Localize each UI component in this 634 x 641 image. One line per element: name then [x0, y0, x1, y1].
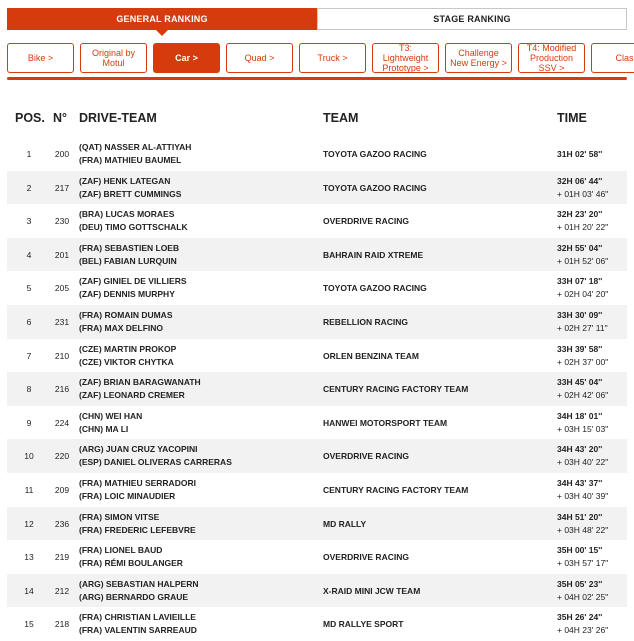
total-time: 32H 55' 04'' [557, 242, 603, 253]
total-time: 33H 07' 18'' [557, 276, 603, 287]
driver-name: (FRA) LIONEL BAUD [79, 545, 163, 556]
category-tab[interactable]: T3: Lightweight Prototype > [372, 43, 439, 73]
position-cell: 2 [26, 182, 32, 193]
driver-name: (CZE) MARTIN PROKOP [79, 343, 177, 354]
total-time: 32H 23' 20'' [557, 209, 603, 220]
time-gap: + 01H 52' 06'' [557, 255, 609, 266]
position-cell: 10 [24, 451, 34, 462]
total-time: 34H 43' 20'' [557, 444, 603, 455]
team-name: OVERDRIVE RACING [323, 451, 409, 462]
table-row[interactable] [7, 439, 627, 473]
position-cell: 1 [26, 149, 32, 159]
car-number-cell: 200 [54, 149, 70, 159]
driver-name: (ARG) JUAN CRUZ YACOPINI [79, 444, 198, 455]
position-cell: 3 [26, 216, 32, 227]
codriver-name: (BEL) FABIAN LURQUIN [79, 255, 177, 266]
team-name: ORLEN BENZINA TEAM [323, 350, 420, 361]
category-tab[interactable]: Car > [153, 43, 220, 73]
team-name: MD RALLY [323, 518, 367, 529]
category-tab[interactable]: Quad > [226, 43, 293, 73]
position-cell: 11 [24, 484, 34, 495]
general-ranking-button[interactable]: GENERAL RANKING [7, 8, 317, 30]
header-team: TEAM [323, 111, 359, 125]
table-header [0, 111, 634, 129]
time-gap: + 04H 02' 25'' [557, 591, 609, 602]
category-tabs [7, 43, 634, 75]
table-row[interactable] [7, 171, 627, 205]
total-time: 35H 00' 15'' [557, 545, 603, 556]
car-number-cell: 205 [54, 283, 70, 294]
driver-name: (FRA) SIMON VITSE [79, 511, 160, 522]
table-row[interactable] [7, 607, 627, 641]
position-cell: 12 [24, 518, 34, 529]
codriver-name: (FRA) RÉMI BOULANGER [79, 558, 183, 569]
total-time: 33H 39' 58'' [557, 343, 603, 354]
category-tab[interactable]: Bike > [7, 43, 74, 73]
car-number-cell: 201 [54, 249, 70, 260]
total-time: 34H 18' 01'' [557, 410, 603, 421]
time-gap: + 03H 15' 03'' [557, 423, 609, 434]
position-cell: 15 [24, 619, 34, 630]
time-gap: + 03H 40' 39'' [557, 490, 609, 501]
codriver-name: (FRA) FREDERIC LEFEBVRE [79, 524, 196, 535]
car-number-cell: 216 [54, 384, 70, 395]
car-number-cell: 224 [54, 417, 70, 428]
driver-name: (ZAF) BRIAN BARAGWANATH [79, 377, 201, 388]
time-gap: + 04H 23' 26'' [557, 625, 609, 636]
driver-name: (ZAF) GINIEL DE VILLIERS [79, 276, 187, 287]
codriver-name: (FRA) VALENTIN SARREAUD [79, 625, 197, 636]
team-name: TOYOTA GAZOO RACING [323, 182, 427, 193]
position-cell: 5 [26, 283, 32, 294]
driver-name: (FRA) CHRISTIAN LAVIEILLE [79, 612, 196, 623]
codriver-name: (FRA) LOIC MINAUDIER [79, 490, 176, 501]
team-name: TOYOTA GAZOO RACING [323, 149, 427, 159]
codriver-name: (ESP) DANIEL OLIVERAS CARRERAS [79, 457, 232, 468]
total-time: 34H 51' 20'' [557, 511, 603, 522]
table-row[interactable] [7, 238, 627, 272]
ranking-table [7, 137, 627, 641]
codriver-name: (ZAF) LEONARD CREMER [79, 390, 185, 401]
total-time: 35H 26' 24'' [557, 612, 603, 623]
table-row[interactable] [7, 305, 627, 339]
stage-ranking-button[interactable]: STAGE RANKING [317, 8, 627, 30]
category-tab[interactable]: T4: Modified Production SSV > [518, 43, 585, 73]
time-gap: + 03H 48' 22'' [557, 524, 609, 535]
time-gap: + 02H 37' 00'' [557, 356, 609, 367]
category-tab[interactable]: Truck > [299, 43, 366, 73]
position-cell: 9 [26, 417, 32, 428]
driver-name: (ARG) SEBASTIAN HALPERN [79, 578, 199, 589]
total-time: 35H 05' 23'' [557, 578, 603, 589]
driver-name: (FRA) SEBASTIEN LOEB [79, 242, 180, 253]
position-cell: 13 [24, 552, 34, 563]
codriver-name: (ZAF) DENNIS MURPHY [79, 289, 175, 300]
header-drive-team: DRIVE-TEAM [79, 111, 157, 125]
driver-name: (FRA) ROMAIN DUMAS [79, 309, 173, 320]
car-number-cell: 219 [54, 552, 70, 563]
car-number-cell: 230 [54, 216, 70, 227]
total-time: 34H 43' 37'' [557, 477, 603, 488]
car-number-cell: 218 [54, 619, 70, 630]
category-tab[interactable]: Challenge New Energy > [445, 43, 512, 73]
position-cell: 7 [26, 350, 32, 361]
category-tab[interactable]: Clas [591, 43, 634, 73]
driver-name: (FRA) MATHIEU SERRADORI [79, 477, 196, 488]
codriver-name: (CZE) VIKTOR CHYTKA [79, 356, 174, 367]
team-name: MD RALLYE SPORT [323, 619, 404, 630]
time-gap: + 01H 20' 22'' [557, 222, 609, 233]
car-number-cell: 210 [54, 350, 70, 361]
position-cell: 4 [26, 249, 32, 260]
position-cell: 8 [26, 384, 32, 395]
total-time: 33H 45' 04'' [557, 377, 603, 388]
team-name: OVERDRIVE RACING [323, 216, 409, 227]
car-number-cell: 217 [54, 182, 70, 193]
time-gap: + 03H 57' 17'' [557, 558, 609, 569]
category-tab[interactable]: Original by Motul [80, 43, 147, 73]
driver-name: (CHN) WEI HAN [79, 410, 143, 421]
table-row[interactable] [7, 137, 627, 171]
total-time: 31H 02' 58'' [557, 149, 603, 159]
codriver-name: (ZAF) BRETT CUMMINGS [79, 188, 182, 199]
table-row[interactable] [7, 540, 627, 574]
car-number-cell: 212 [54, 585, 70, 596]
team-name: CENTURY RACING FACTORY TEAM [323, 384, 469, 395]
time-gap: + 03H 40' 22'' [557, 457, 609, 468]
header-time: TIME [557, 111, 587, 125]
car-number-cell: 231 [54, 316, 70, 327]
position-cell: 6 [26, 316, 32, 327]
header-num: N° [53, 111, 68, 125]
team-name: HANWEI MOTORSPORT TEAM [323, 417, 448, 428]
team-name: CENTURY RACING FACTORY TEAM [323, 484, 469, 495]
total-time: 32H 06' 44'' [557, 175, 603, 186]
category-underline [7, 77, 627, 80]
position-cell: 14 [24, 585, 34, 596]
team-name: BAHRAIN RAID XTREME [323, 249, 424, 260]
table-row[interactable] [7, 473, 627, 507]
team-name: OVERDRIVE RACING [323, 552, 409, 563]
table-row[interactable] [7, 574, 627, 608]
car-number-cell: 220 [54, 451, 70, 462]
codriver-name: (ARG) BERNARDO GRAUE [79, 591, 189, 602]
codriver-name: (FRA) MAX DELFINO [79, 322, 164, 333]
car-number-cell: 236 [54, 518, 70, 529]
driver-name: (QAT) NASSER AL-ATTIYAH [79, 142, 192, 152]
team-name: REBELLION RACING [323, 316, 408, 327]
driver-name: (BRA) LUCAS MORAES [79, 209, 175, 220]
table-row[interactable] [7, 204, 627, 238]
codriver-name: (DEU) TIMO GOTTSCHALK [79, 222, 188, 233]
time-gap: + 02H 27' 11'' [557, 322, 608, 333]
table-row[interactable] [7, 339, 627, 373]
codriver-name: (CHN) MA LI [79, 423, 129, 434]
time-gap: + 02H 04' 20'' [557, 289, 609, 300]
table-row[interactable] [7, 406, 627, 440]
table-row[interactable] [7, 507, 627, 541]
total-time: 33H 30' 09'' [557, 309, 603, 320]
team-name: TOYOTA GAZOO RACING [323, 283, 427, 294]
table-row[interactable] [7, 271, 627, 305]
driver-name: (ZAF) HENK LATEGAN [79, 175, 171, 186]
table-row[interactable] [7, 372, 627, 406]
time-gap: + 02H 42' 06'' [557, 390, 609, 401]
car-number-cell: 209 [54, 484, 70, 495]
codriver-name: (FRA) MATHIEU BAUMEL [79, 155, 182, 165]
header-pos: POS. [15, 111, 45, 125]
team-name: X-RAID MINI JCW TEAM [323, 585, 421, 596]
time-gap: + 01H 03' 46'' [557, 188, 609, 199]
ranking-toggle [7, 8, 627, 30]
